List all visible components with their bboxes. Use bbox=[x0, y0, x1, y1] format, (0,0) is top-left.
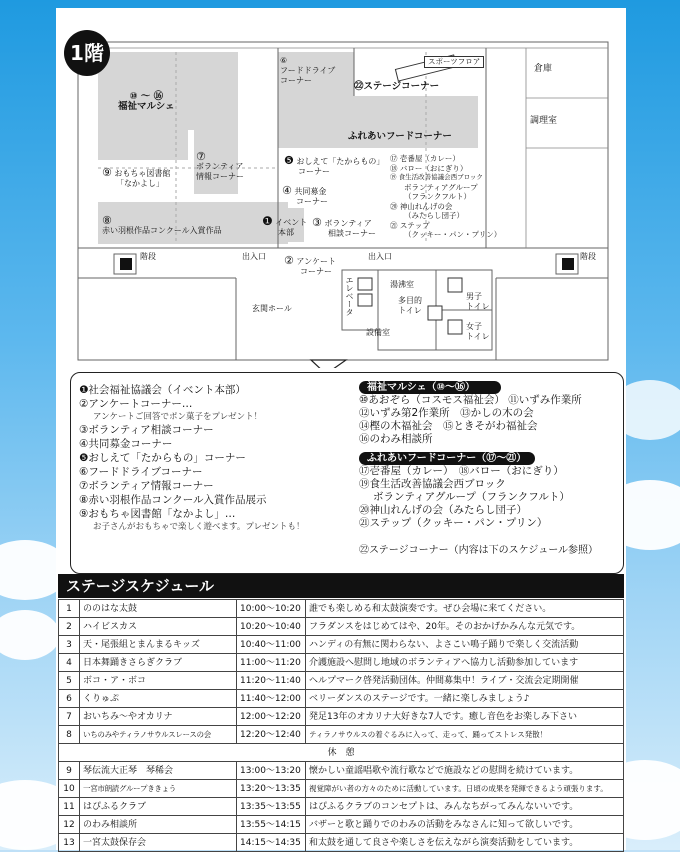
legend-item-note: お子さんがおもちゃで楽しく遊べます。プレゼントも！ bbox=[93, 522, 305, 532]
marche-item: ⑯のわみ相談所 bbox=[359, 433, 433, 445]
schedule-time: 13:20〜13:35 bbox=[237, 780, 306, 798]
legend-box bbox=[70, 372, 624, 574]
survey-label: ② アンケート コーナー bbox=[284, 254, 336, 276]
schedule-number: 8 bbox=[59, 726, 80, 744]
schedule-description: ハンディの有無に関わらない、よさこい鳴子踊りで楽しく交流活動 bbox=[306, 636, 624, 654]
schedule-description: 介護施設へ慰問し地域のボランティアへ協力し活動参加しています bbox=[306, 654, 624, 672]
legend-left-list bbox=[79, 383, 359, 533]
schedule-break-row bbox=[59, 744, 624, 762]
schedule-performer: 琴伝流大正琴 琴稀会 bbox=[80, 762, 237, 780]
legend-right-list bbox=[359, 379, 617, 557]
schedule-number: 7 bbox=[59, 708, 80, 726]
food-item: ⑰壱番屋（カレー） ⑱バロー（おにぎり） bbox=[359, 465, 564, 477]
marche-item: ⑭樫の木福祉会 ⑮ときそがわ福祉会 bbox=[359, 420, 538, 432]
entrance-label-left: 出入口 bbox=[242, 252, 266, 261]
schedule-row bbox=[59, 690, 624, 708]
mens-toilet-label: 男子 トイレ bbox=[466, 292, 490, 311]
entrance-hall-label: 玄関ホール bbox=[252, 304, 292, 313]
legend-item: ⑨おもちゃ図書館「なかよし」… bbox=[79, 508, 236, 520]
schedule-time: 13:00〜13:20 bbox=[237, 762, 306, 780]
womens-toilet-label: 女子 トイレ bbox=[466, 322, 490, 341]
stage-corner-label: ㉒ステージコーナー bbox=[354, 81, 440, 92]
schedule-row bbox=[59, 780, 624, 798]
schedule-number: 3 bbox=[59, 636, 80, 654]
schedule-description: 誰でも楽しめる和太鼓演奏です。ぜひ会場に来てください。 bbox=[306, 600, 624, 618]
schedule-number: 9 bbox=[59, 762, 80, 780]
storage-label: 倉庫 bbox=[534, 64, 553, 74]
legend-item: ⑥フードドライブコーナー bbox=[79, 466, 203, 478]
schedule-row bbox=[59, 708, 624, 726]
floor-map bbox=[56, 8, 626, 368]
stairs-label-left: 階段 bbox=[140, 252, 156, 261]
food-drive-label: ⑥ フードドライブ コーナー bbox=[280, 56, 336, 85]
floor-badge: 1階 bbox=[64, 30, 110, 76]
schedule-row bbox=[59, 672, 624, 690]
schedule-description: 懐かしい童謡唱歌や流行歌などで施設などの慰問を続けています。 bbox=[306, 762, 624, 780]
schedule-performer: のわみ相談所 bbox=[80, 816, 237, 834]
schedule-time: 13:55〜14:15 bbox=[237, 816, 306, 834]
multi-toilet-label: 多目的 トイレ bbox=[398, 296, 422, 315]
schedule-description: ベリーダンスのステージです。一緒に楽しみましょう♪ bbox=[306, 690, 624, 708]
legend-item: ⑦ボランティア情報コーナー bbox=[79, 480, 214, 492]
schedule-time: 10:40〜11:00 bbox=[237, 636, 306, 654]
food-heading: ふれあいフードコーナー（⑰〜㉑） bbox=[359, 452, 535, 465]
entrance-label-right: 出入口 bbox=[368, 252, 392, 261]
marche-item: ⑩あおぞら（コスモス福祉会） ⑪いずみ作業所 bbox=[359, 394, 582, 406]
schedule-performer: 日本舞踊きさらぎクラブ bbox=[80, 654, 237, 672]
schedule-title: ステージスケジュール bbox=[58, 574, 624, 598]
schedule-number: 1 bbox=[59, 600, 80, 618]
stairs-label-right: 階段 bbox=[580, 252, 596, 261]
legend-item: ③ボランティア相談コーナー bbox=[79, 424, 214, 436]
schedule-time: 12:20〜12:40 bbox=[237, 726, 306, 744]
schedule-performer: いちのみやティラノサウルスレースの会 bbox=[80, 726, 237, 744]
schedule-number: 10 bbox=[59, 780, 80, 798]
sports-floor-label: スポーツフロア bbox=[424, 56, 484, 68]
schedule-row bbox=[59, 816, 624, 834]
food-stalls-list: ⑰ 壱番屋（カレー） ⑱ バロー（おにぎり） ⑲ 食生活改善協議会西ブロック ボランティアグループ （フランクフルト） ⑳ 神山れんげの会 （みたらし団子） ㉑ ステップ （クッキー・パン・プリン） bbox=[390, 154, 502, 239]
schedule-time: 11:20〜11:40 bbox=[237, 672, 306, 690]
schedule-performer: 天・尾張組とまんまるキッズ bbox=[80, 636, 237, 654]
legend-item: ④共同募金コーナー bbox=[79, 438, 173, 450]
schedule-time: 10:20〜10:40 bbox=[237, 618, 306, 636]
event-hq-label: ❶ イベント 本部 bbox=[262, 214, 308, 237]
food-item: ㉑ステップ（クッキー・パン・プリン） bbox=[359, 517, 548, 529]
schedule-performer: はぴふるクラブ bbox=[80, 798, 237, 816]
legend-item: ⑧赤い羽根作品コンクール入賞作品展示 bbox=[79, 494, 267, 506]
floor-guide-sheet bbox=[56, 8, 626, 850]
marche-heading: 福祉マルシェ（⑩〜⑯） bbox=[359, 381, 501, 394]
schedule-performer: 一宮市朗読グループききょう bbox=[80, 780, 237, 798]
legend-item: ❺おしえて「たからもの」コーナー bbox=[79, 452, 246, 464]
schedule-number: 4 bbox=[59, 654, 80, 672]
schedule-performer: 一宮太鼓保存会 bbox=[80, 834, 237, 852]
schedule-row bbox=[59, 636, 624, 654]
toy-library-label: ⑨ おもちゃ図書館 「なかよし」 bbox=[102, 166, 171, 188]
schedule-time: 13:35〜13:55 bbox=[237, 798, 306, 816]
legend-item: ②アンケートコーナー… bbox=[79, 398, 193, 410]
schedule-time: 11:00〜11:20 bbox=[237, 654, 306, 672]
cooking-room-label: 調理室 bbox=[530, 116, 558, 126]
schedule-row bbox=[59, 834, 624, 852]
schedule-description: バザーと歌と踊りでのわみの活動をみなさんに知って欲しいです。 bbox=[306, 816, 624, 834]
schedule-time: 12:00〜12:20 bbox=[237, 708, 306, 726]
schedule-performer: ののはな太鼓 bbox=[80, 600, 237, 618]
schedule-description: はぴふるクラブのコンセプトは、みんなちがってみんないいです。 bbox=[306, 798, 624, 816]
schedule-row bbox=[59, 798, 624, 816]
fureai-food-label: ふれあいフードコーナー bbox=[348, 131, 452, 142]
schedule-number: 2 bbox=[59, 618, 80, 636]
food-item: ボランティアグループ（フランクフルト） bbox=[373, 491, 570, 503]
schedule-number: 13 bbox=[59, 834, 80, 852]
schedule-description: フラダンスをはじめてはや、20年。そのおかげかみんな元気です。 bbox=[306, 618, 624, 636]
break-label: 休 憩 bbox=[59, 744, 624, 762]
stage-note: ㉒ステージコーナー（内容は下のスケジュール参照） bbox=[359, 545, 598, 556]
hot-water-room-label: 湯沸室 bbox=[390, 280, 414, 289]
schedule-time: 11:40〜12:00 bbox=[237, 690, 306, 708]
takaramono-label: ❺ おしえて「たからもの」 コーナー bbox=[284, 154, 385, 176]
schedule-row bbox=[59, 600, 624, 618]
schedule-description: 視覚障がい者の方々のために活動しています。日頃の成果を発揮できるよう頑張ります。 bbox=[306, 780, 624, 798]
schedule-performer: ハイビスカス bbox=[80, 618, 237, 636]
schedule-performer: ボコ・ア・ボコ bbox=[80, 672, 237, 690]
schedule-number: 5 bbox=[59, 672, 80, 690]
schedule-description: ティラノサウルスの着ぐるみに入って、走って、踊ってストレス発散！ bbox=[306, 726, 624, 744]
schedule-number: 11 bbox=[59, 798, 80, 816]
schedule-table bbox=[58, 599, 624, 852]
schedule-description: 発足13年のオカリナ大好きな7人です。癒し音色をお楽しみ下さい bbox=[306, 708, 624, 726]
schedule-description: ヘルプマーク啓発活動団体。仲間募集中！ライブ・交流会定期開催 bbox=[306, 672, 624, 690]
schedule-time: 14:15〜14:35 bbox=[237, 834, 306, 852]
schedule-row bbox=[59, 654, 624, 672]
kyodo-label: ④ 共同募金 コーナー bbox=[282, 184, 328, 206]
schedule-row bbox=[59, 726, 624, 744]
schedule-description: 和太鼓を通して良さや楽しさを伝えながら演奏活動をしています。 bbox=[306, 834, 624, 852]
schedule-row bbox=[59, 618, 624, 636]
schedule-performer: おいちみ〜やオカリナ bbox=[80, 708, 237, 726]
equipment-room-label: 設備室 bbox=[366, 328, 390, 337]
legend-item-note: アンケートご回答でポン菓子をプレゼント！ bbox=[93, 412, 263, 422]
volunteer-info-label: ⑦ ボランティア 情報コーナー bbox=[196, 150, 244, 181]
akabane-label: ⑧ 赤い羽根作品コンクール入賞作品 bbox=[102, 214, 222, 235]
schedule-number: 12 bbox=[59, 816, 80, 834]
legend-item: ❶社会福祉協議会（イベント本部） bbox=[79, 384, 246, 396]
schedule-time: 10:00〜10:20 bbox=[237, 600, 306, 618]
schedule-number: 6 bbox=[59, 690, 80, 708]
schedule-row bbox=[59, 762, 624, 780]
elevator-label: エレベータ bbox=[345, 276, 354, 316]
marche-item: ⑫いずみ第2作業所 ⑬かしの木の会 bbox=[359, 407, 534, 419]
schedule-performer: くりゅぷ bbox=[80, 690, 237, 708]
vol-consult-label: ③ ボランティア 相談コーナー bbox=[312, 216, 376, 238]
fukushi-marche-label: ⑩ 〜 ⑯ 福祉マルシェ bbox=[118, 91, 175, 112]
food-item: ⑲食生活改善協議会西ブロック bbox=[359, 478, 506, 490]
food-item: ⑳神山れんげの会（みたらし団子） bbox=[359, 504, 527, 516]
